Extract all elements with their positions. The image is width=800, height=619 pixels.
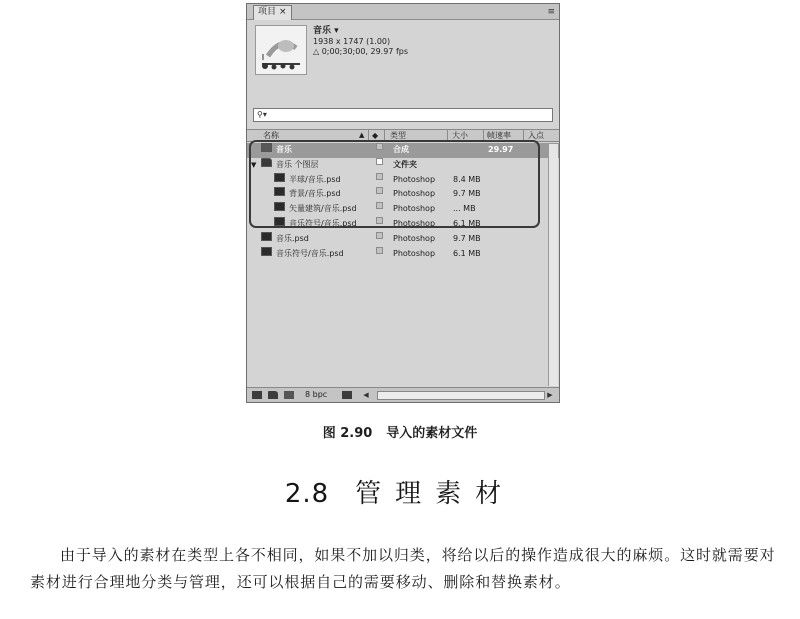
column-size[interactable]: 大小 (452, 131, 468, 140)
item-size: 6.1 MB (453, 248, 481, 258)
item-duration: △ 0;00;30;00, 29.97 fps (313, 47, 409, 56)
label-color-icon[interactable] (376, 232, 383, 239)
item-name: 矢量建筑/音乐.psd (289, 204, 357, 214)
item-size: 8.4 MB (453, 174, 481, 184)
section-heading (0, 473, 800, 510)
psd-file-icon (274, 217, 285, 226)
psd-file-icon (274, 187, 285, 196)
label-color-icon[interactable] (376, 217, 383, 224)
section-number: 2.8 (284, 479, 330, 509)
column-divider[interactable] (368, 130, 369, 141)
item-size: ... MB (453, 204, 476, 214)
horizontal-scrollbar[interactable] (377, 391, 545, 400)
list-item[interactable] (247, 247, 559, 262)
item-name: 音乐符号/音乐.psd (276, 248, 344, 258)
item-size: 9.7 MB (453, 233, 481, 243)
panel-footer (247, 387, 559, 402)
item-type: Photoshop (393, 248, 436, 258)
item-dimensions: 1938 x 1747 (1.00) (313, 37, 391, 46)
item-framerate: 29.97 (488, 145, 514, 154)
item-info (313, 25, 408, 57)
item-name: 背景/音乐.psd (289, 189, 341, 199)
psd-file-icon (274, 202, 285, 211)
figure-number: 图 2.90 (322, 426, 373, 441)
item-type: 文件夹 (393, 159, 417, 169)
column-framerate[interactable]: 帧速率 (487, 131, 511, 140)
column-divider[interactable] (523, 130, 524, 141)
label-color-icon[interactable] (376, 173, 383, 180)
item-name[interactable]: 音乐 ▾ (313, 26, 339, 36)
composition-icon (261, 143, 272, 152)
item-name: 音乐 个图层 (276, 159, 319, 169)
psd-file-icon (274, 173, 285, 182)
column-in-point[interactable]: 入点 (528, 131, 544, 140)
interpret-footage-icon[interactable] (252, 391, 262, 399)
list-item[interactable] (247, 173, 559, 188)
search-input[interactable] (253, 108, 553, 122)
item-type: 合成 (393, 145, 409, 154)
item-name: 半球/音乐.psd (289, 174, 341, 184)
tab-label: 项目 (258, 7, 277, 17)
folder-icon (261, 158, 272, 167)
psd-file-icon (261, 232, 272, 241)
panel-menu-icon[interactable]: ≡ (547, 7, 555, 17)
column-header (247, 129, 559, 142)
panel-tab-bar (247, 4, 559, 20)
label-color-icon[interactable] (376, 202, 383, 209)
item-name: 音乐.psd (276, 233, 309, 243)
scroll-left-icon[interactable]: ◀ (363, 391, 369, 399)
close-icon[interactable]: × (279, 7, 287, 17)
item-size: 6.1 MB (453, 219, 481, 228)
psd-file-icon (261, 247, 272, 256)
tag-icon[interactable]: ◆ (372, 131, 379, 140)
list-item[interactable] (247, 187, 559, 202)
item-type: Photoshop (393, 189, 436, 199)
column-type[interactable]: 类型 (390, 131, 406, 140)
label-color-icon[interactable] (376, 187, 383, 194)
label-color-icon[interactable] (376, 247, 383, 254)
figure-caption-text: 导入的素材文件 (386, 426, 478, 441)
item-size: 9.7 MB (453, 189, 481, 199)
tab-project[interactable] (253, 5, 292, 20)
sort-icon[interactable]: ▲ (359, 131, 365, 139)
list-item[interactable] (247, 158, 559, 173)
scroll-right-icon[interactable]: ▶ (547, 391, 553, 399)
body-paragraph: 由于导入的素材在类型上各不相同，如果不加以归类，将给以后的操作造成很大的麻烦。这时就需要对素材进行合理地分类与管理，还可以根据自己的需要移动、删除和替换素材。 (30, 546, 776, 591)
search-icon[interactable]: ⚲▾ (257, 110, 267, 119)
item-type: Photoshop (393, 233, 436, 243)
column-divider[interactable] (447, 130, 448, 141)
column-divider[interactable] (483, 130, 484, 141)
list-item[interactable] (247, 143, 559, 158)
list-item[interactable] (247, 202, 559, 217)
new-composition-icon[interactable] (284, 391, 294, 399)
list-item[interactable] (247, 232, 559, 247)
expand-triangle-icon[interactable]: ▼ (251, 160, 257, 169)
trash-icon[interactable] (342, 391, 352, 399)
item-type: Photoshop (393, 204, 436, 214)
music-thumbnail-icon (256, 26, 306, 74)
column-name[interactable]: 名称 (263, 131, 279, 140)
column-divider[interactable] (384, 130, 385, 141)
label-color-icon[interactable] (376, 143, 383, 150)
item-type: Photoshop (393, 219, 436, 228)
item-type: Photoshop (393, 174, 436, 184)
thumbnail-preview (255, 25, 307, 75)
list-item[interactable] (247, 217, 559, 232)
new-folder-icon[interactable] (268, 391, 278, 399)
section-title: 管理素材 (355, 479, 516, 509)
item-name: 音乐符号/音乐.psd (289, 219, 357, 228)
project-panel (246, 3, 560, 403)
item-name: 音乐 (276, 145, 292, 154)
bit-depth-label[interactable]: 8 bpc (305, 390, 328, 399)
figure-caption (0, 422, 800, 441)
label-color-icon[interactable] (376, 158, 383, 165)
vertical-scrollbar[interactable] (548, 144, 558, 386)
